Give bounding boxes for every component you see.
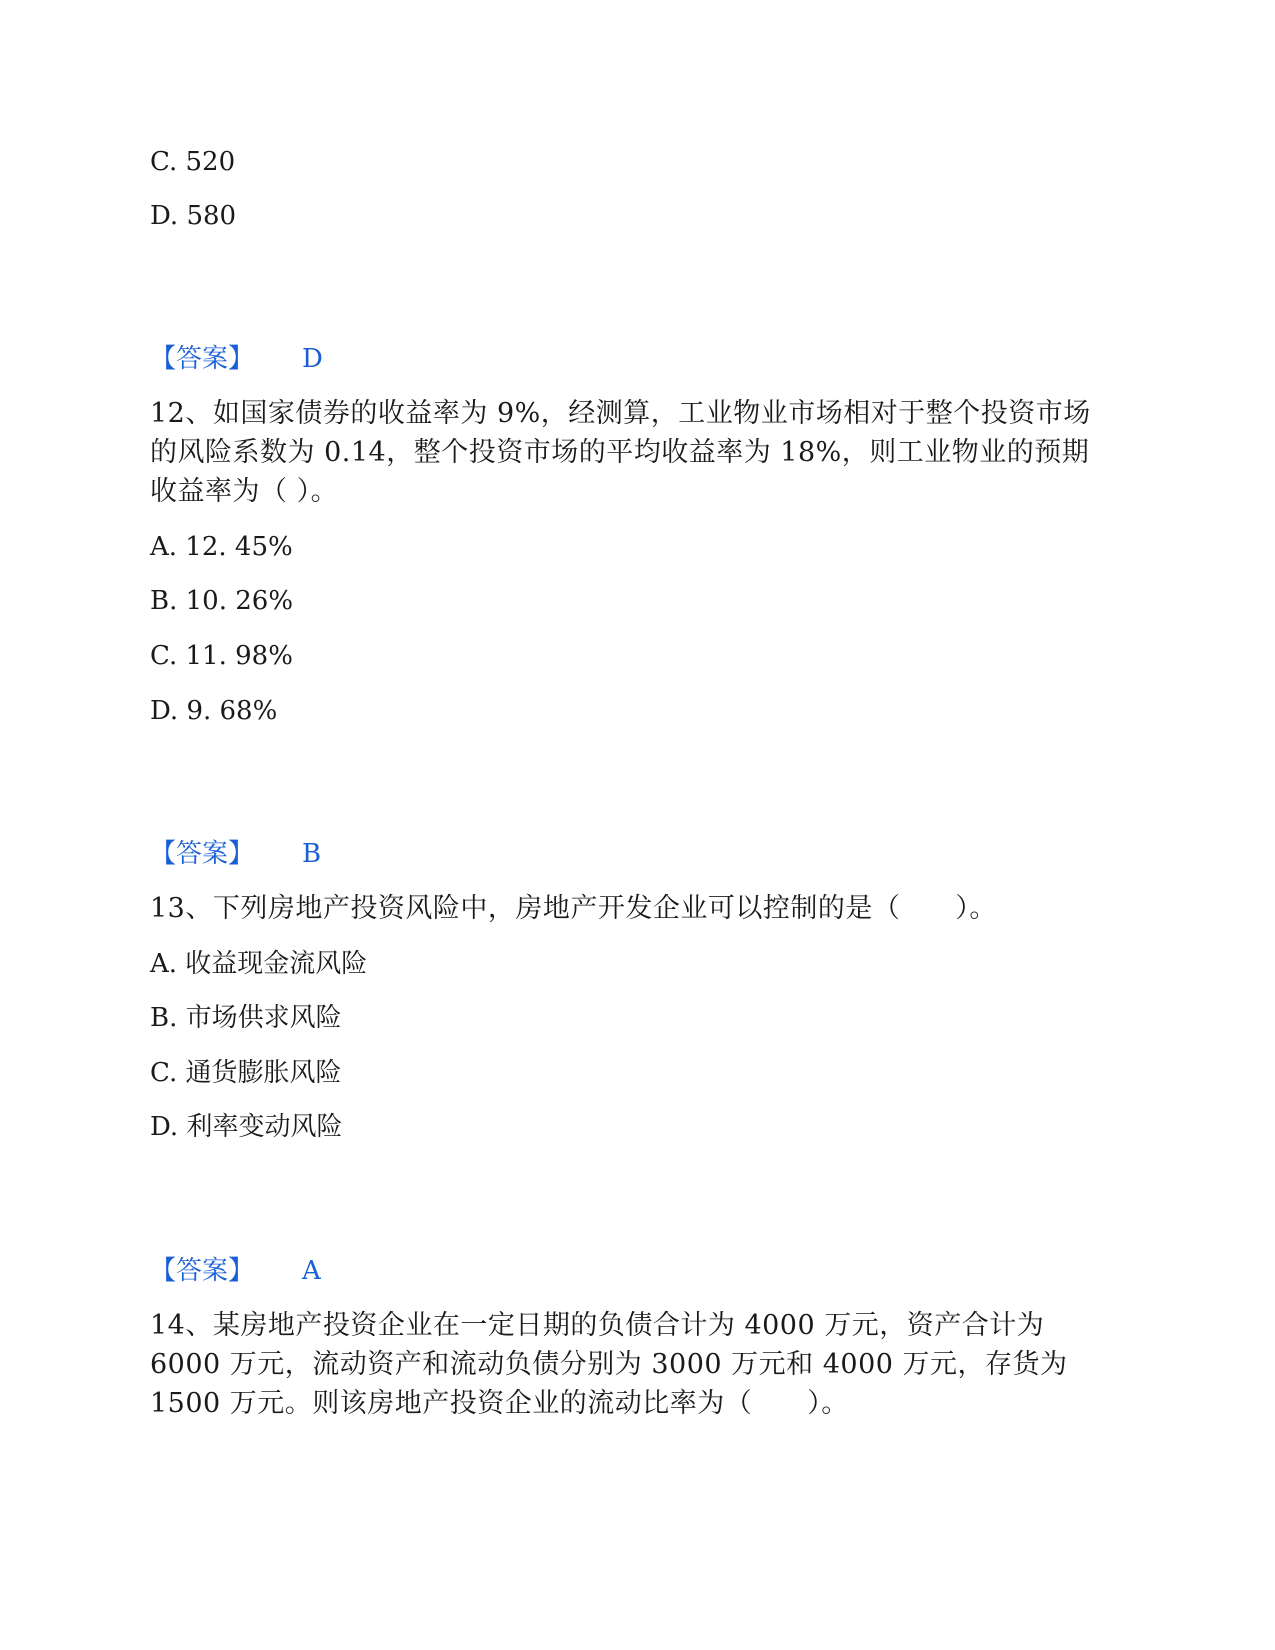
question-12-line-2: 的风险系数为 0.14，整个投资市场的平均收益率为 18%，则工业物业的预期 [150, 437, 1090, 468]
answer-row [150, 837, 321, 871]
question-13-line-1: 13、下列房地产投资风险中，房地产开发企业可以控制的是（ ）。 [150, 893, 997, 924]
question-14-line-2: 6000 万元，流动资产和流动负债分别为 3000 万元和 4000 万元，存货为 [150, 1349, 1068, 1380]
question-12-option-c: C. 11. 98% [150, 641, 293, 671]
question-13-option-a: A. 收益现金流风险 [150, 949, 368, 979]
answer-label: 【答案】 [150, 344, 255, 374]
option-c: C. 520 [150, 147, 236, 177]
question-12-option-a: A. 12. 45% [150, 532, 293, 562]
question-14-line-3: 1500 万元。则该房地产投资企业的流动比率为（ ）。 [150, 1388, 849, 1419]
question-13-option-c: C. 通货膨胀风险 [150, 1058, 342, 1088]
answer-row [150, 342, 323, 376]
question-14-line-1: 14、某房地产投资企业在一定日期的负债合计为 4000 万元，资产合计为 [150, 1310, 1045, 1341]
question-12-option-b: B. 10. 26% [150, 586, 294, 616]
answer-row [150, 1254, 321, 1288]
question-12-line-3: 收益率为（ ）。 [150, 476, 339, 507]
question-12-line-1: 12、如国家债券的收益率为 9%，经测算，工业物业市场相对于整个投资市场 [150, 398, 1091, 429]
question-13-option-d: D. 利率变动风险 [150, 1112, 343, 1142]
option-d: D. 580 [150, 201, 237, 231]
answer-label: 【答案】 [150, 1256, 255, 1286]
answer-value: B [302, 839, 322, 869]
question-13-option-b: B. 市场供求风险 [150, 1003, 342, 1033]
answer-value: A [302, 1256, 321, 1286]
answer-label: 【答案】 [150, 839, 255, 869]
question-12-option-d: D. 9. 68% [150, 696, 278, 726]
answer-value: D [302, 344, 323, 374]
